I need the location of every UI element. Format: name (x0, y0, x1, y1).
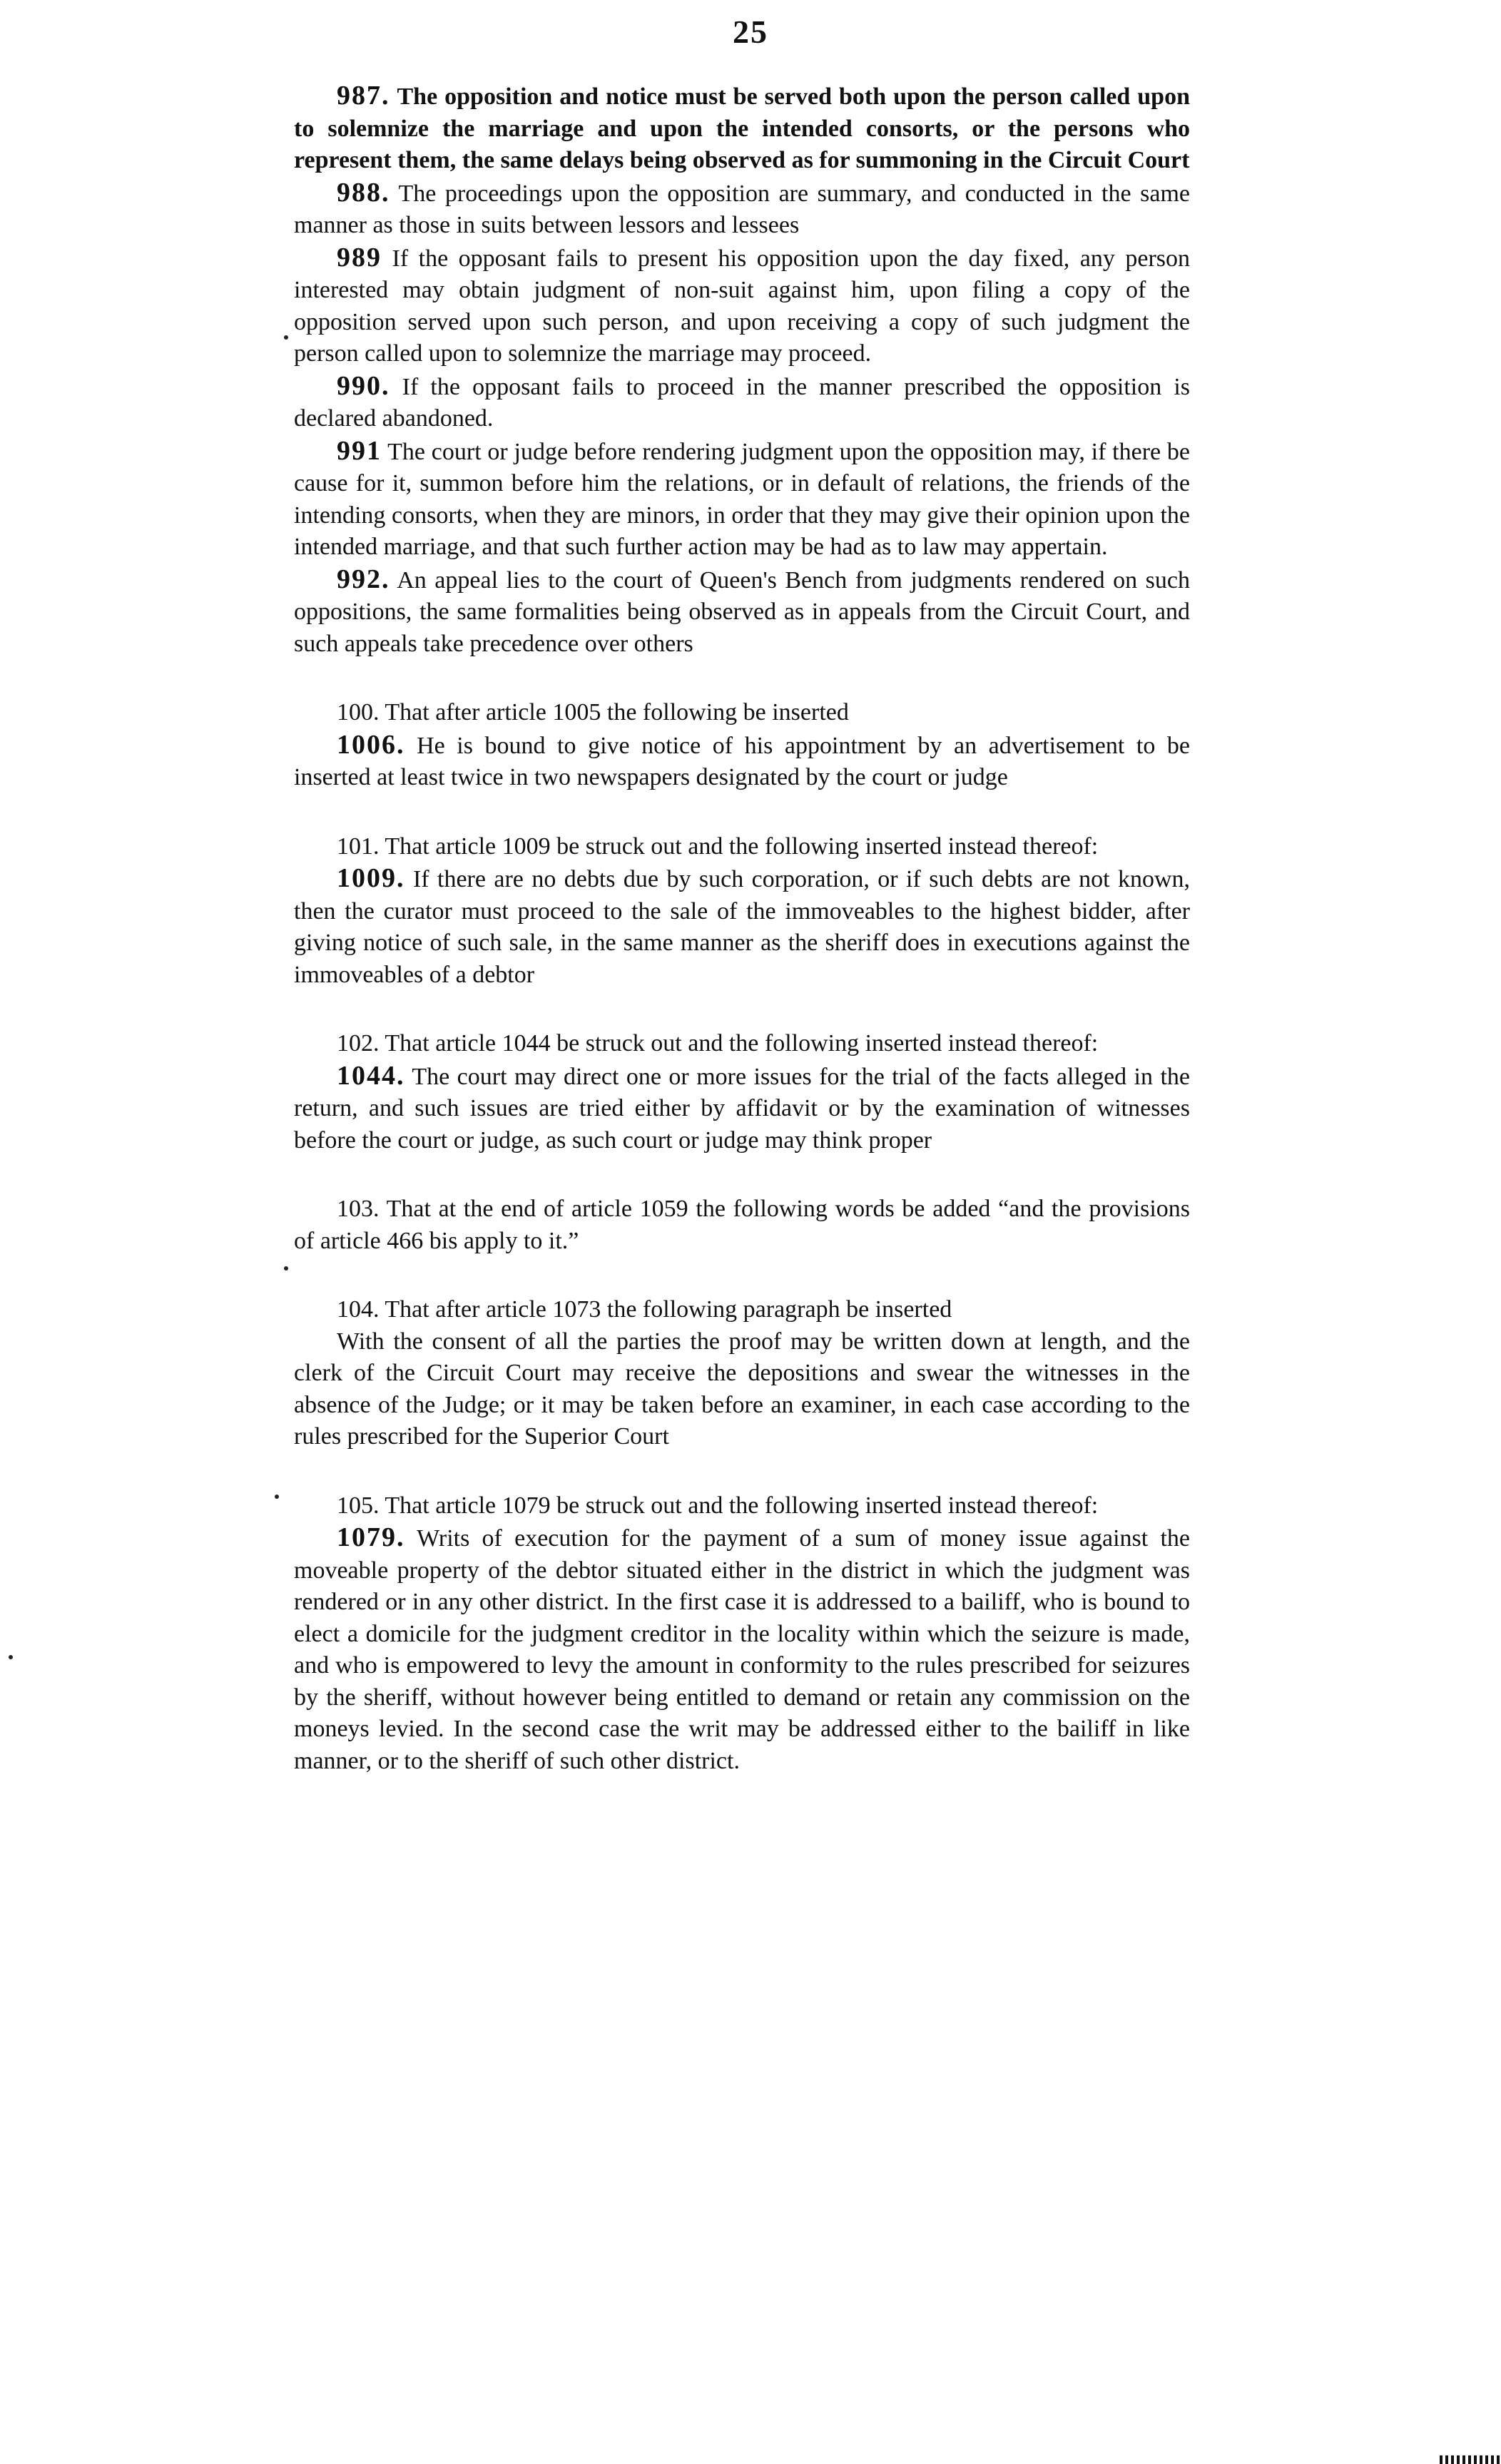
section-text: 100. That after article 1005 the following be inserted (337, 699, 849, 726)
section-100 (294, 697, 1190, 729)
section-gap (294, 1453, 1190, 1490)
paragraph-text: With the consent of all the parties the proof may be written down at length, and the clerk of the Circuit Court may receive the depositions and swear the witnesses in the absence of the Judge; or it may be taken before an examiner, in each case according to the rules prescribed for the Superior Court (294, 1328, 1190, 1450)
article-text: An appeal lies to the court of Queen's Bench from judgments rendered on such oppositions, the same formalities being observed as in appeals from the Circuit Court, and such appeals take precedence over others (294, 566, 1190, 657)
section-text: 105. That article 1079 be struck out and the following inserted instead thereof: (337, 1492, 1099, 1519)
article-number: 988. (337, 177, 390, 208)
article-988 (294, 177, 1190, 242)
section-gap (294, 991, 1190, 1028)
scan-speck (284, 1266, 288, 1271)
section-104 (294, 1294, 1190, 1326)
section-text: 104. That after article 1073 the following paragraph be inserted (337, 1296, 952, 1323)
page-number: 25 (733, 14, 768, 50)
article-number: 990. (337, 370, 390, 401)
article-number: 989 (337, 242, 382, 273)
section-gap (294, 660, 1190, 697)
article-number: 1044. (337, 1060, 405, 1091)
article-number: 1079. (337, 1522, 405, 1552)
article-1006 (294, 729, 1190, 794)
section-102 (294, 1028, 1190, 1060)
article-text: The court or judge before rendering judgment upon the opposition may, if there be cause for it, summon before him the relations, or in default of relations, the friends of the intending consorts, when they are minors, in order that they may give their opinion upon the intended marriage, and that such further action may be had as to law may appertain. (294, 438, 1190, 560)
article-992 (294, 564, 1190, 661)
article-text: If the opposant fails to proceed in the manner prescribed the opposition is declared abandoned. (294, 373, 1191, 432)
article-text: Writs of execution for the payment of a sum of money issue against the moveable property of the debtor situated either in the district in which the judgment was rendered or in any other district. In the first case it is addressed to a bailiff, who is bound to elect a domicile for the judgment creditor in the locality within which the seizure is made, and who is empowered to levy the amount in conformity to the rules prescribed for seizures by the sheriff, without however being entitled to demand or retain any commission on the moneys levied. In the second case the writ may be addressed either to the bailiff in like manner, or to the sheriff of such other district. (294, 1525, 1191, 1774)
article-number: 987. (337, 81, 390, 111)
article-text: The proceedings upon the opposition are summary, and conducted in the same manner as those in suits between lessors and lessees (294, 180, 1190, 238)
article-text: The opposition and notice must be served both upon the person called upon to solemnize the marriage and upon the intended consorts, or the persons who represent them, the same delays being observed as for summoning in the Circuit Court (294, 83, 1190, 173)
article-number: 991 (337, 435, 382, 466)
article-text: If the opposant fails to present his opposition upon the day fixed, any person interested may obtain judgment of non-suit against him, upon filing a copy of the opposition served upon such person, and upon receiving a copy of such judgment the person called upon to solemnize the marriage may proceed. (294, 245, 1190, 367)
article-text: If there are no debts due by such corporation, or if such debts are not known, then the curator must proceed to the sale of the immoveables to the highest bidder, after giving notice of such sale, in the same manner as the sheriff does in executions against the immoveables of a debtor (294, 866, 1191, 988)
article-987 (294, 80, 1190, 177)
scan-speck (9, 1655, 13, 1659)
paragraph-1073 (294, 1326, 1190, 1453)
article-991 (294, 435, 1190, 564)
section-105 (294, 1490, 1190, 1522)
scan-speck (275, 1495, 279, 1499)
document-body (294, 80, 1190, 1777)
section-gap (294, 1156, 1190, 1193)
section-text: 101. That article 1009 be struck out and the following inserted instead thereof: (337, 833, 1099, 860)
article-text: The court may direct one or more issues for the trial of the facts alleged in the return, and such issues are tried either by affidavit or by the examination of witnesses before the court or judge, as such court or judge may think proper (294, 1063, 1191, 1154)
section-gap (294, 794, 1190, 831)
section-text: 103. That at the end of article 1059 the following words be added “and the provisions of article 466 bis apply to it.” (294, 1196, 1190, 1254)
article-990 (294, 370, 1190, 435)
article-number: 1009. (337, 863, 405, 893)
article-1044 (294, 1060, 1190, 1157)
article-number: 992. (337, 564, 390, 594)
section-103 (294, 1193, 1190, 1257)
scan-corner-mark (1440, 2455, 1501, 2464)
article-1009 (294, 862, 1190, 991)
section-101 (294, 831, 1190, 863)
section-text: 102. That article 1044 be struck out and the following inserted instead thereof: (337, 1030, 1099, 1057)
scan-speck (284, 335, 288, 340)
article-number: 1006. (337, 729, 405, 760)
section-gap (294, 1257, 1190, 1294)
article-text: He is bound to give notice of his appointment by an advertisement to be inserted at least twice in two newspapers designated by the court or judge (294, 732, 1190, 790)
article-989 (294, 242, 1190, 370)
article-1079 (294, 1522, 1190, 1777)
